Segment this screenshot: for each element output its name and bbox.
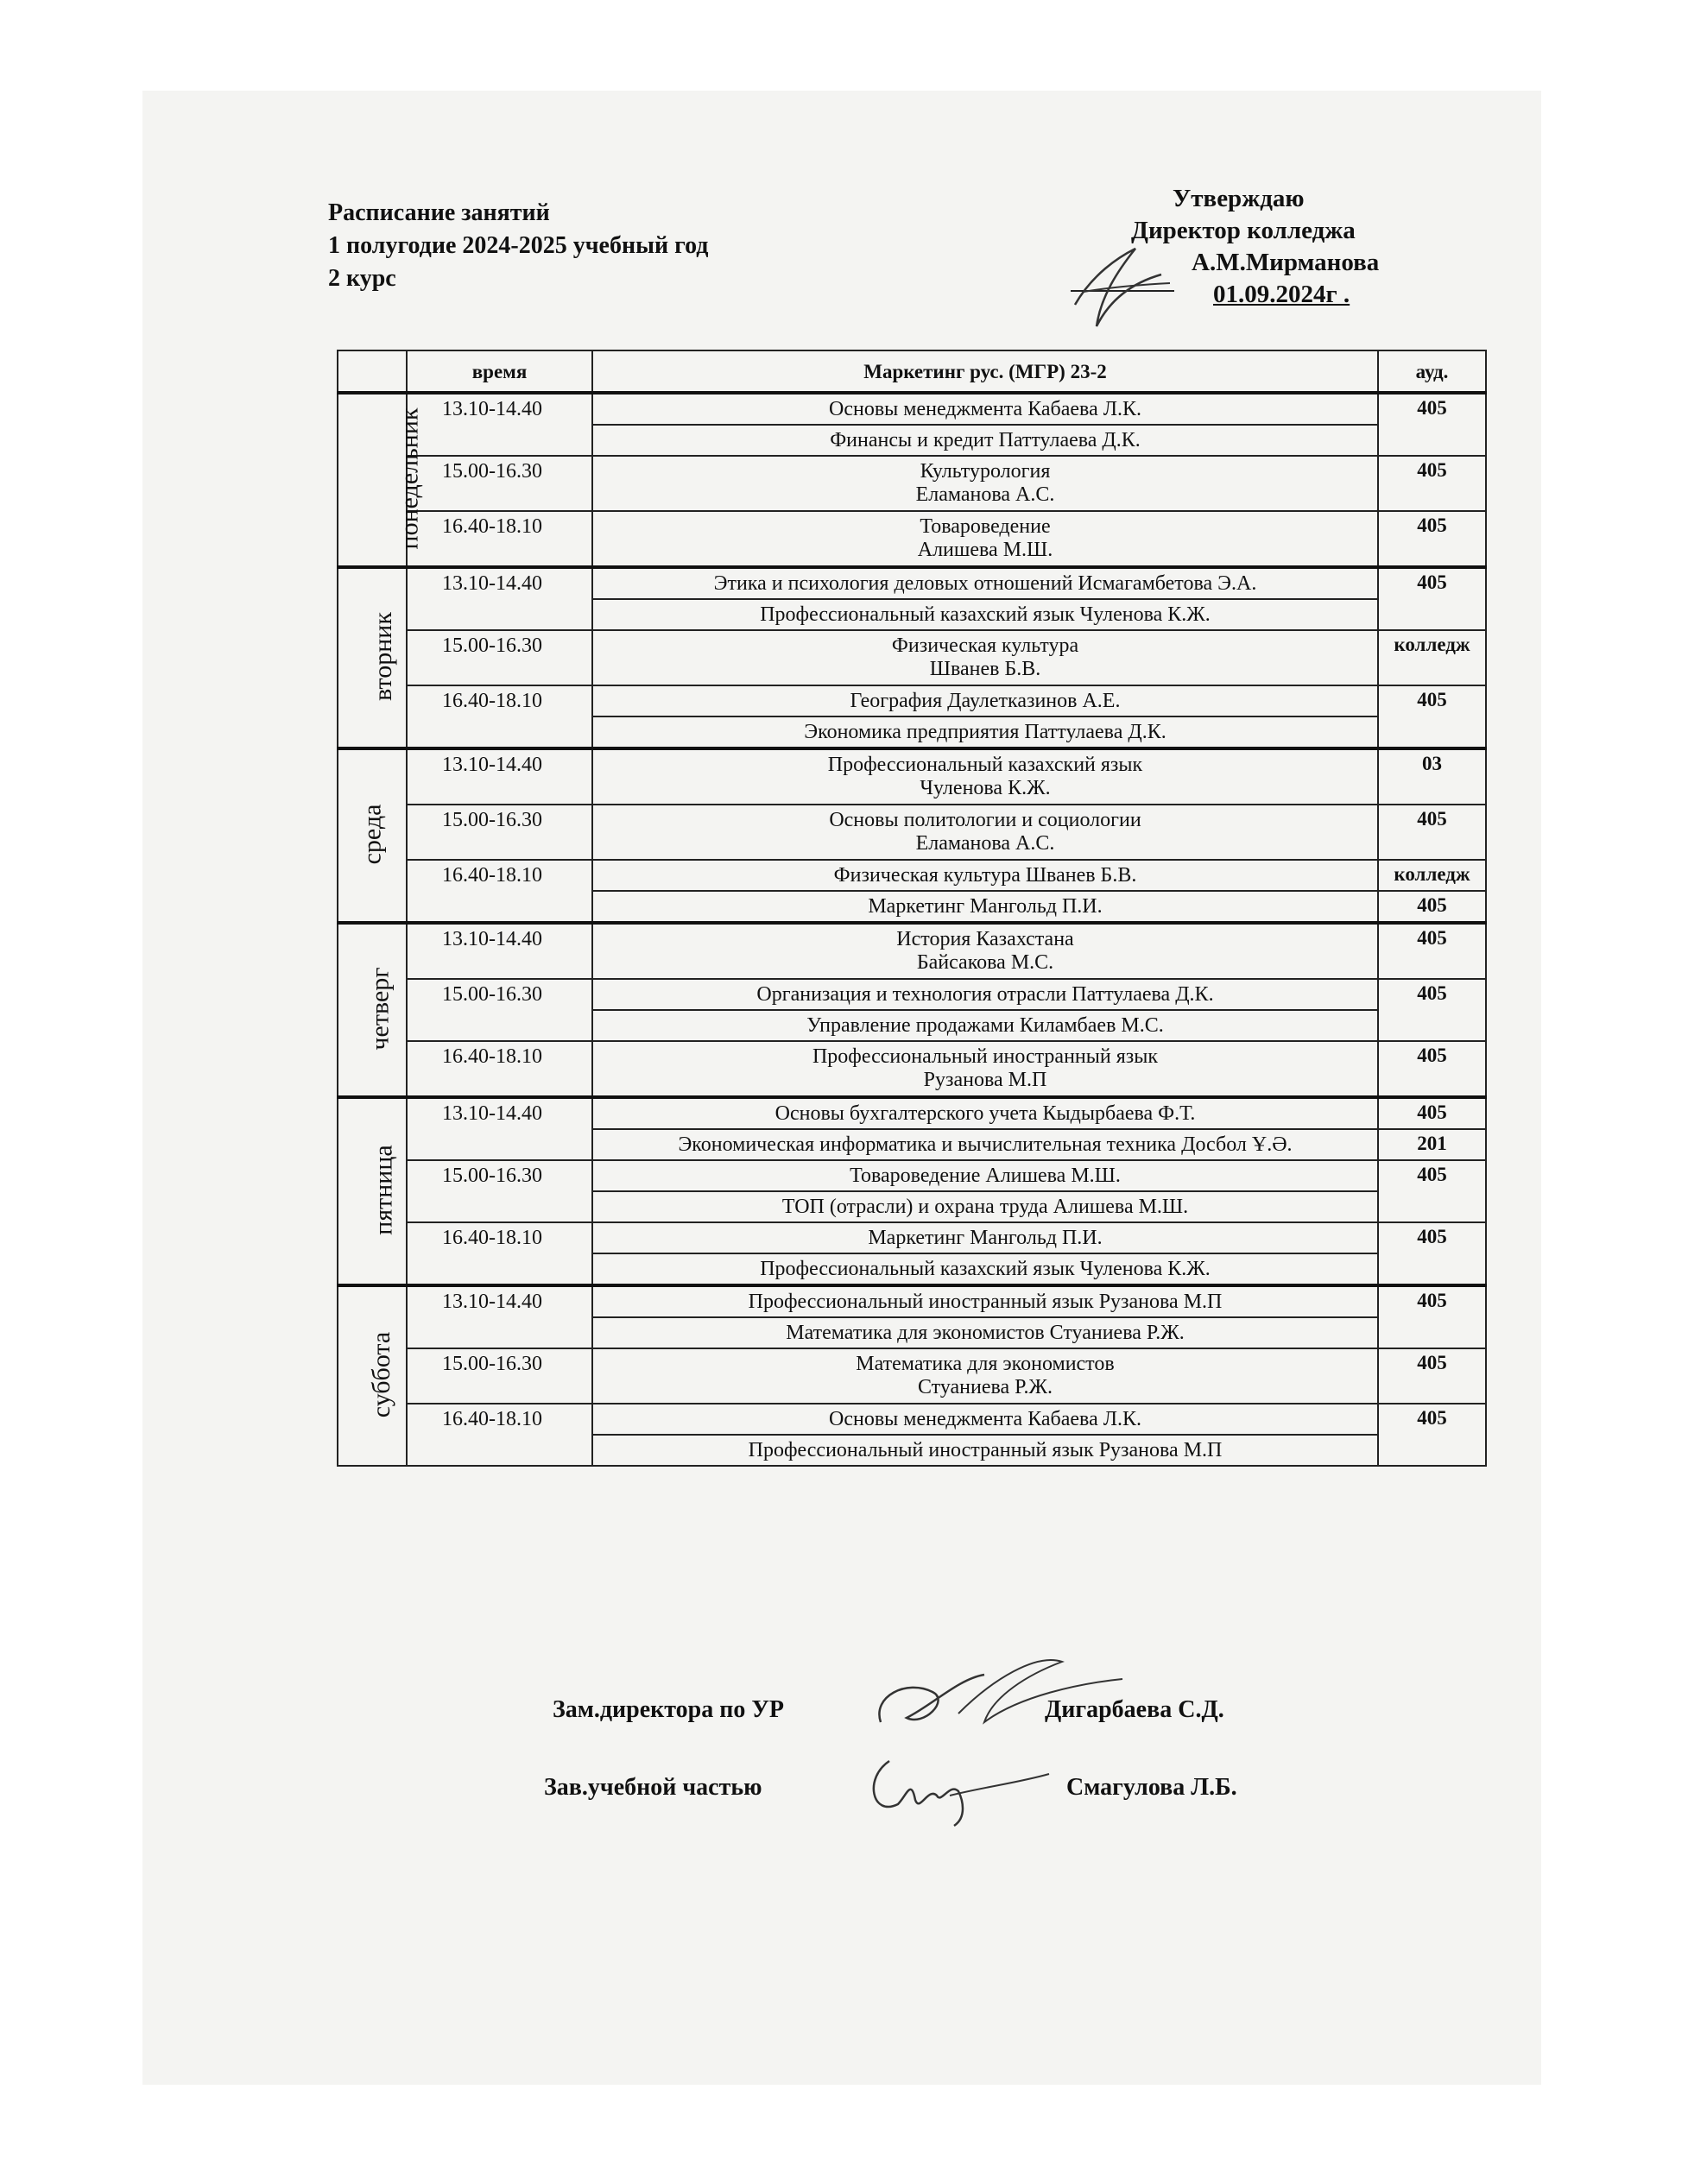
subject-cell <box>592 456 1378 511</box>
room-cell: 405 <box>1378 1160 1486 1222</box>
subject-cell <box>592 567 1378 599</box>
slot-time: 13.10-14.40 <box>407 1097 592 1160</box>
slot-time: 15.00-16.30 <box>407 1160 592 1222</box>
subject-line: Экономическая информатика и вычислительная техника Досбол Ұ.Ә. <box>678 1133 1293 1156</box>
subject-cell <box>592 1317 1378 1348</box>
room-cell: 405 <box>1378 1041 1486 1097</box>
subject-cell <box>592 425 1378 456</box>
subject-line: Организация и технология отрасли Паттулаева Д.К. <box>756 982 1214 1006</box>
subject-cell <box>592 860 1378 891</box>
room-cell: колледж <box>1378 860 1486 891</box>
slot-time: 16.40-18.10 <box>407 1041 592 1097</box>
director-title: Директор колледжа <box>1131 217 1356 244</box>
subject-line: Этика и психология деловых отношений Исмагамбетова Э.А. <box>713 571 1257 595</box>
header-group: Маркетинг рус. (МГР) 23-2 <box>592 350 1378 393</box>
schedule-row <box>338 685 1486 716</box>
approval-label: Утверждаю <box>1173 185 1305 212</box>
subject-cell <box>592 1253 1378 1285</box>
schedule-row <box>338 1404 1486 1435</box>
subject-cell <box>592 1041 1378 1097</box>
subject-cell <box>592 1010 1378 1041</box>
deputy-name: Дигарбаева С.Д. <box>1045 1696 1224 1723</box>
slot-time: 16.40-18.10 <box>407 860 592 923</box>
head-name: Смагулова Л.Б. <box>1066 1774 1237 1801</box>
subject-line: Профессиональный иностранный язык Рузанова М.П <box>748 1438 1223 1461</box>
day-name: среда <box>357 804 387 865</box>
subject-cell <box>592 1129 1378 1160</box>
subject-line: Профессиональный казахский язык <box>827 754 1143 776</box>
schedule-row <box>338 1160 1486 1191</box>
director-signature <box>1058 223 1187 352</box>
subject-cell <box>592 685 1378 716</box>
schedule-row <box>338 1041 1486 1097</box>
day-cell <box>338 393 424 567</box>
subject-line: Профессиональный казахский язык Чуленова К.Ж. <box>760 603 1211 626</box>
director-name: А.М.Мирманова <box>1192 249 1380 276</box>
subject-cell <box>592 716 1378 748</box>
subject-line: Профессиональный иностранный язык <box>812 1045 1159 1068</box>
subject-line: ТОП (отрасли) и охрана труда Алишева М.Ш. <box>781 1195 1189 1218</box>
subject-cell <box>592 1435 1378 1466</box>
room-cell: 03 <box>1378 748 1486 805</box>
subject-cell <box>592 1160 1378 1191</box>
subject-cell <box>592 1222 1378 1253</box>
subject-cell <box>592 923 1378 979</box>
slot-time: 16.40-18.10 <box>407 511 592 567</box>
slot-time: 15.00-16.30 <box>407 805 592 860</box>
subject-line: Чуленова К.Ж. <box>920 777 1051 799</box>
subject-line: Физическая культура <box>891 634 1079 657</box>
subject-cell <box>592 630 1378 685</box>
subject-line: Физическая культура Шванев Б.В. <box>833 863 1137 887</box>
subject-line: Товароведение <box>920 515 1051 538</box>
subject-line: Алишева М.Ш. <box>917 539 1053 561</box>
schedule-row <box>338 511 1486 567</box>
schedule-row <box>338 1222 1486 1253</box>
room-cell: 405 <box>1378 979 1486 1041</box>
subject-line: Управление продажами Киламбаев М.С. <box>806 1013 1164 1037</box>
schedule-row <box>338 630 1486 685</box>
room-cell: колледж <box>1378 630 1486 685</box>
subject-line: История Казахстана <box>896 928 1074 950</box>
schedule-row <box>338 1348 1486 1404</box>
header-day-cell <box>338 350 407 393</box>
subject-line: Маркетинг Мангольд П.И. <box>868 894 1103 918</box>
head-title: Зав.учебной частью <box>544 1774 762 1801</box>
subject-cell <box>592 979 1378 1010</box>
slot-time: 13.10-14.40 <box>407 1285 592 1348</box>
schedule-table <box>337 350 1487 1467</box>
subject-line: Маркетинг Мангольд П.И. <box>868 1226 1103 1249</box>
subject-line: Основы менеджмента Кабаева Л.К. <box>828 397 1142 420</box>
room-cell: 405 <box>1378 456 1486 511</box>
subject-line: Товароведение Алишева М.Ш. <box>850 1164 1121 1187</box>
subject-line: Еламанова А.С. <box>915 832 1055 855</box>
day-name: суббота <box>367 1331 396 1418</box>
table-header-row <box>338 350 1486 393</box>
slot-time: 15.00-16.30 <box>407 1348 592 1404</box>
day-cell <box>338 1285 407 1466</box>
schedule-row <box>338 805 1486 860</box>
subject-cell <box>592 393 1378 425</box>
subject-line: Математика для экономистов Стуаниева Р.Ж. <box>786 1321 1185 1344</box>
subject-cell <box>592 805 1378 860</box>
subject-line: Байсакова М.С. <box>916 951 1054 974</box>
subject-line: Основы политологии и социологии <box>829 809 1141 831</box>
day-name: вторник <box>368 612 397 701</box>
subject-line: Профессиональный казахский язык Чуленова К.Ж. <box>760 1257 1211 1280</box>
day-cell <box>338 567 407 748</box>
subject-cell <box>592 1404 1378 1435</box>
day-cell <box>338 923 407 1097</box>
header-time: время <box>407 350 592 393</box>
room-cell: 405 <box>1378 1348 1486 1404</box>
schedule-row <box>338 748 1486 805</box>
approval-date: 01.09.2024г . <box>1213 281 1350 308</box>
schedule-period: 1 полугодие 2024-2025 учебный год <box>328 232 709 259</box>
subject-line: Культурология <box>920 460 1051 483</box>
slot-time: 16.40-18.10 <box>407 1222 592 1285</box>
subject-line: Экономика предприятия Паттулаева Д.К. <box>804 720 1166 743</box>
schedule-row <box>338 1285 1486 1317</box>
slot-time: 13.10-14.40 <box>407 748 592 805</box>
subject-line: Математика для экономистов <box>856 1353 1115 1375</box>
subject-line: Рузанова М.П <box>923 1069 1047 1091</box>
slot-time: 16.40-18.10 <box>407 685 592 748</box>
subject-cell <box>592 1097 1378 1129</box>
day-name: понедельник <box>395 407 424 550</box>
room-cell: 201 <box>1378 1129 1486 1160</box>
subject-line: География Даулетказинов А.Е. <box>850 689 1121 712</box>
subject-cell <box>592 511 1378 567</box>
room-cell: 405 <box>1378 685 1486 748</box>
schedule-row <box>338 1097 1486 1129</box>
slot-time: 16.40-18.10 <box>407 1404 592 1466</box>
schedule-body <box>338 393 1486 1466</box>
subject-cell <box>592 748 1378 805</box>
schedule-row <box>338 923 1486 979</box>
day-name: четверг <box>365 967 395 1051</box>
schedule-row <box>338 567 1486 599</box>
schedule-row <box>338 860 1486 891</box>
room-cell: 405 <box>1378 393 1486 456</box>
room-cell: 405 <box>1378 1404 1486 1466</box>
slot-time: 15.00-16.30 <box>407 979 592 1041</box>
schedule-row <box>338 393 1486 425</box>
schedule-row <box>338 979 1486 1010</box>
room-cell: 405 <box>1378 923 1486 979</box>
day-cell <box>338 748 407 923</box>
subject-line: Финансы и кредит Паттулаева Д.К. <box>830 428 1141 451</box>
deputy-signature <box>855 1644 1131 1739</box>
room-cell: 405 <box>1378 891 1486 923</box>
schedule-row <box>338 456 1486 511</box>
room-cell: 405 <box>1378 1097 1486 1129</box>
subject-cell <box>592 599 1378 630</box>
room-cell: 405 <box>1378 511 1486 567</box>
subject-line: Шванев Б.В. <box>929 658 1041 680</box>
head-signature <box>855 1735 1053 1830</box>
room-cell: 405 <box>1378 1285 1486 1348</box>
schedule-title: Расписание занятий <box>328 199 550 226</box>
slot-time: 15.00-16.30 <box>407 456 592 511</box>
subject-cell <box>592 1285 1378 1317</box>
slot-time: 13.10-14.40 <box>407 567 592 630</box>
day-name: пятница <box>369 1145 398 1235</box>
schedule-header <box>328 197 708 295</box>
subject-line: Еламанова А.С. <box>915 483 1055 506</box>
deputy-title: Зам.директора по УР <box>553 1696 785 1723</box>
subject-line: Профессиональный иностранный язык Рузанова М.П <box>748 1290 1223 1313</box>
slot-time: 13.10-14.40 <box>407 393 592 456</box>
header-room: ауд. <box>1378 350 1486 393</box>
room-cell: 405 <box>1378 1222 1486 1285</box>
slot-time: 13.10-14.40 <box>407 923 592 979</box>
subject-line: Основы бухгалтерского учета Кыдырбаева Ф.Т. <box>774 1101 1196 1125</box>
day-cell <box>338 1097 407 1285</box>
subject-line: Стуаниева Р.Ж. <box>917 1376 1053 1398</box>
subject-cell <box>592 891 1378 923</box>
room-cell: 405 <box>1378 567 1486 630</box>
schedule-course: 2 курс <box>328 265 396 292</box>
slot-time: 15.00-16.30 <box>407 630 592 685</box>
subject-cell <box>592 1191 1378 1222</box>
subject-cell <box>592 1348 1378 1404</box>
subject-line: Основы менеджмента Кабаева Л.К. <box>828 1407 1142 1430</box>
room-cell: 405 <box>1378 805 1486 860</box>
